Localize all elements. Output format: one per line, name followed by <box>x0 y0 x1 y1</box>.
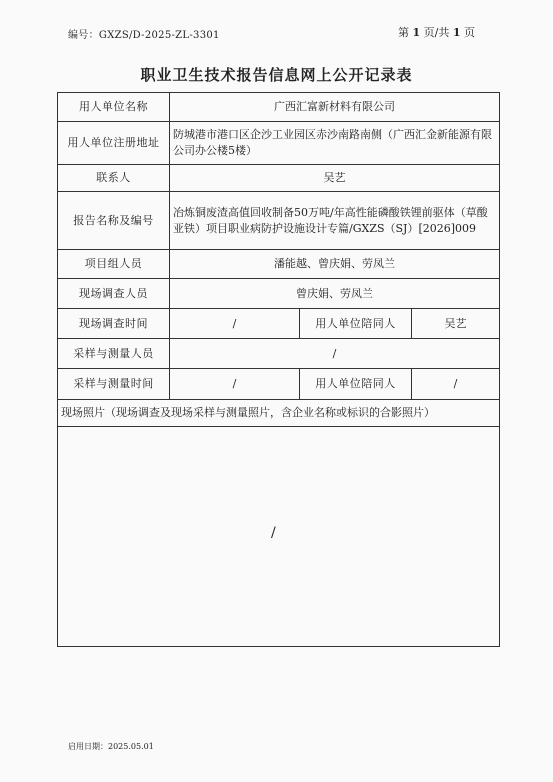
row-survey-time <box>58 309 500 339</box>
page-counter <box>398 24 475 40</box>
sampling-time-value: / <box>170 369 300 400</box>
report-value: 冶炼铜废渣高值回收制备50万吨/年高性能磷酸铁锂前驱体（草酸亚铁）项目职业病防护设施设计专篇/GXZS（SJ）[2026]009 <box>170 192 500 250</box>
survey-time-label: 现场调查时间 <box>58 309 170 339</box>
row-sampling-staff <box>58 339 500 369</box>
page-suffix: 页 <box>464 26 476 39</box>
survey-time-value: / <box>170 309 300 339</box>
row-contact <box>58 165 500 192</box>
page-prefix: 第 <box>398 26 409 39</box>
survey-escort-value: 吴艺 <box>412 309 500 339</box>
row-report <box>58 192 500 250</box>
disclosure-record-table <box>57 92 500 647</box>
row-project-team <box>58 250 500 279</box>
employer-name-value: 广西汇富新材料有限公司 <box>170 93 500 122</box>
sampling-staff-label: 采样与测量人员 <box>58 339 170 369</box>
row-survey-staff <box>58 279 500 309</box>
row-registered-address <box>58 122 500 165</box>
report-label: 报告名称及编号 <box>58 192 170 250</box>
contact-value: 吴艺 <box>170 165 500 192</box>
sampling-staff-value: / <box>170 339 500 369</box>
page-middle: 页/共 <box>423 26 450 39</box>
page-total: 1 <box>452 26 461 39</box>
row-employer-name <box>58 93 500 122</box>
team-value: 潘能越、曾庆娟、劳凤兰 <box>170 250 500 279</box>
row-photo-area <box>58 427 500 647</box>
registered-address-value: 防城港市港口区企沙工业园区赤沙南路南侧（广西汇金新能源有限公司办公楼5楼） <box>170 122 500 165</box>
sampling-escort-value: / <box>412 369 500 400</box>
sampling-time-label: 采样与测量时间 <box>58 369 170 400</box>
sampling-escort-label: 用人单位陪同人 <box>300 369 412 400</box>
enable-date: 启用日期：2025.05.01 <box>68 742 154 751</box>
survey-staff-value: 曾庆娟、劳凤兰 <box>170 279 500 309</box>
page-title: 职业卫生技术报告信息网上公开记录表 <box>140 66 413 84</box>
survey-staff-label: 现场调查人员 <box>58 279 170 309</box>
employer-name-label: 用人单位名称 <box>58 93 170 122</box>
row-sampling-time <box>58 369 500 400</box>
photo-area <box>58 427 500 647</box>
registered-address-label: 用人单位注册地址 <box>58 122 170 165</box>
document-number: 编号：GXZS/D-2025-ZL-3301 <box>68 30 220 41</box>
row-photo-header <box>58 400 500 427</box>
photo-value: / <box>271 525 276 541</box>
contact-label: 联系人 <box>58 165 170 192</box>
team-label: 项目组人员 <box>58 250 170 279</box>
photo-label: 现场照片（现场调查及现场采样与测量照片，含企业名称或标识的合影照片） <box>58 400 500 427</box>
survey-escort-label: 用人单位陪同人 <box>300 309 412 339</box>
page-number: 1 <box>412 26 421 39</box>
